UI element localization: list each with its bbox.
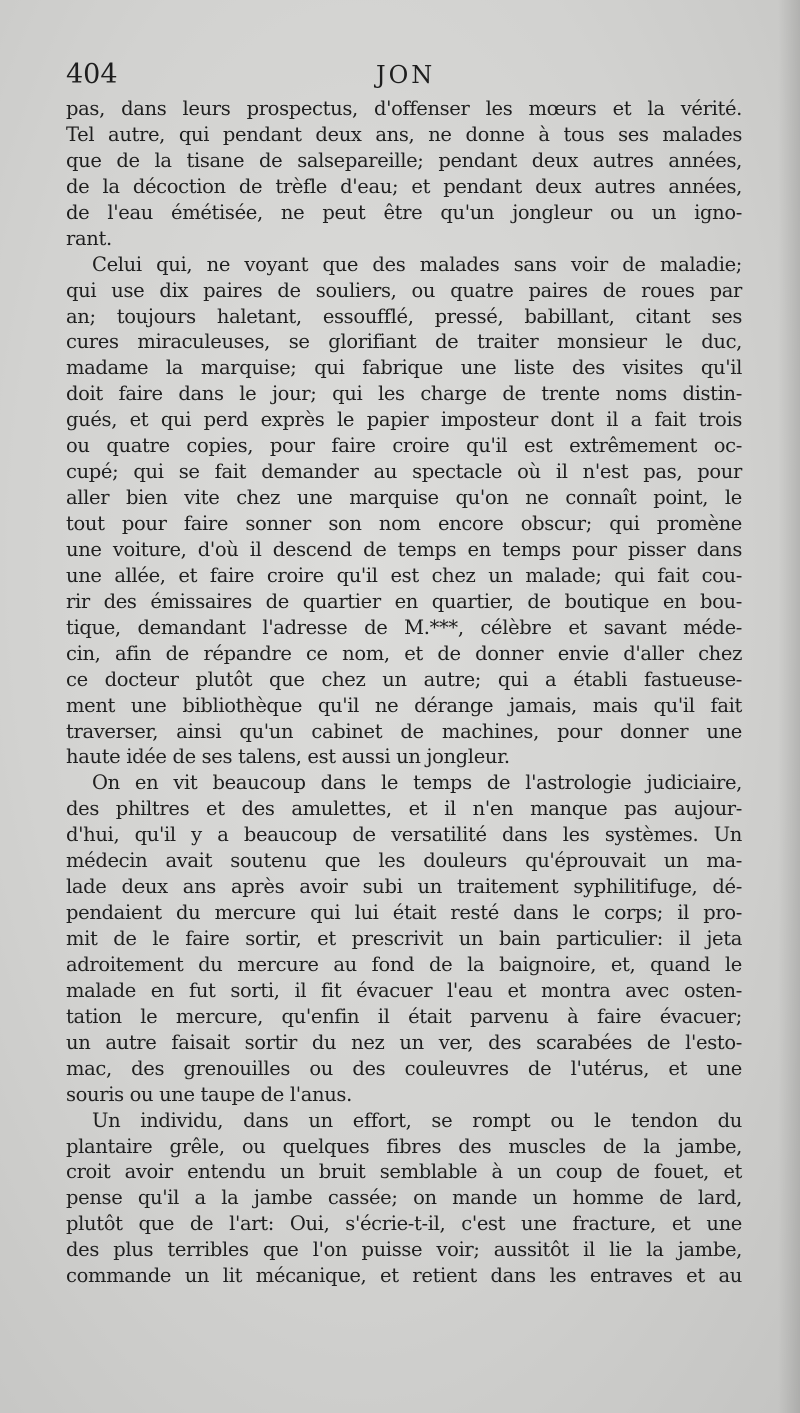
text-line: croit avoir entendu un bruit semblable à un coup de fouet, et bbox=[66, 1160, 742, 1184]
text-line: cures miraculeuses, se glorifiant de traiter monsieur le duc, bbox=[66, 330, 742, 354]
text-line: Celui qui, ne voyant que des malades sans voir de maladie; bbox=[92, 252, 742, 276]
text-line: doit faire dans le jour; qui les charge de trente noms distin- bbox=[66, 382, 742, 406]
text-line: tique, demandant l'adresse de M.***, célèbre et savant méde- bbox=[66, 615, 742, 639]
text-line: cin, afin de répandre ce nom, et de donner envie d'aller chez bbox=[66, 641, 742, 665]
text-line: haute idée de ses talens, est aussi un jongleur. bbox=[66, 745, 510, 769]
text-line: des plus terribles que l'on puisse voir; aussitôt il lie la jambe, bbox=[66, 1238, 742, 1262]
text-line: tout pour faire sonner son nom encore obscur; qui promène bbox=[66, 512, 742, 535]
page-number: 404 bbox=[66, 59, 118, 90]
text-line: une allée, et faire croire qu'il est chez un malade; qui fait cou- bbox=[66, 563, 742, 587]
text-line: Un individu, dans un effort, se rompt ou le tendon du bbox=[92, 1108, 742, 1132]
gutter-shadow bbox=[778, 0, 800, 1413]
text-line: d'hui, qu'il y a beaucoup de versatilité dans les systèmes. Un bbox=[66, 823, 742, 847]
text-line: Tel autre, qui pendant deux ans, ne donne à tous ses malades bbox=[66, 122, 742, 146]
text-line: ce docteur plutôt que chez un autre; qui a établi fastueuse- bbox=[66, 667, 742, 691]
running-head: JON bbox=[376, 61, 436, 89]
text-line: mit de le faire sortir, et prescrivit un bain particulier: il jeta bbox=[66, 927, 742, 950]
text-line: pense qu'il a la jambe cassée; on mande un homme de lard, bbox=[66, 1186, 742, 1210]
text-line: un autre faisait sortir du nez un ver, des scarabées de l'esto- bbox=[66, 1030, 742, 1054]
text-line: tation le mercure, qu'enfin il était parvenu à faire évacuer; bbox=[66, 1004, 742, 1028]
text-line: pas, dans leurs prospectus, d'offenser les mœurs et la vérité. bbox=[66, 97, 742, 120]
text-line: rant. bbox=[66, 226, 112, 250]
page-header bbox=[66, 58, 756, 92]
text-line: cupé; qui se fait demander au spectacle où il n'est pas, pour bbox=[66, 460, 742, 484]
text-line: une voiture, d'où il descend de temps en temps pour pisser dans bbox=[66, 537, 742, 561]
text-line: de la décoction de trèfle d'eau; et pendant deux autres années, bbox=[66, 174, 742, 198]
text-line: madame la marquise; qui fabrique une liste des visites qu'il bbox=[66, 356, 742, 380]
text-line: souris ou une taupe de l'anus. bbox=[66, 1082, 352, 1106]
text-line: médecin avait soutenu que les douleurs qu'éprouvait un ma- bbox=[66, 849, 742, 873]
text-line: que de la tisane de salsepareille; pendant deux autres années, bbox=[66, 148, 742, 172]
text-line: ou quatre copies, pour faire croire qu'il est extrêmement oc- bbox=[66, 434, 742, 458]
text-line: plutôt que de l'art: Oui, s'écrie-t-il, c'est une fracture, et une bbox=[66, 1212, 742, 1236]
text-line: qui use dix paires de souliers, ou quatre paires de roues par bbox=[66, 278, 742, 302]
text-line: mac, des grenouilles ou des couleuvres de l'utérus, et une bbox=[66, 1056, 742, 1080]
text-line: rir des émissaires de quartier en quartier, de boutique en bou- bbox=[66, 589, 742, 613]
text-line: gués, et qui perd exprès le papier imposteur dont il a fait trois bbox=[66, 408, 742, 432]
text-line: On en vit beaucoup dans le temps de l'astrologie judiciaire, bbox=[92, 771, 742, 795]
text-line: adroitement du mercure au fond de la baignoire, et, quand le bbox=[66, 952, 742, 976]
text-line: an; toujours haletant, essoufflé, pressé, babillant, citant ses bbox=[66, 304, 742, 328]
text-line: plantaire grêle, ou quelques fibres des muscles de la jambe, bbox=[66, 1134, 742, 1158]
text-line: traverser, ainsi qu'un cabinet de machines, pour donner une bbox=[66, 719, 742, 743]
text-line: malade en fut sorti, il fit évacuer l'eau et montra avec osten- bbox=[66, 978, 742, 1002]
text-line: commande un lit mécanique, et retient dans les entraves et au bbox=[66, 1264, 742, 1288]
text-line: ment une bibliothèque qu'il ne dérange jamais, mais qu'il fait bbox=[66, 693, 742, 717]
text-line: des philtres et des amulettes, et il n'en manque pas aujour- bbox=[66, 797, 742, 821]
text-line: aller bien vite chez une marquise qu'on ne connaît point, le bbox=[66, 486, 742, 510]
text-line: lade deux ans après avoir subi un traitement syphilitifuge, dé- bbox=[66, 875, 742, 899]
text-line: pendaient du mercure qui lui était resté dans le corps; il pro- bbox=[66, 901, 742, 925]
body-text bbox=[66, 96, 742, 1289]
text-line: de l'eau émétisée, ne peut être qu'un jongleur ou un igno- bbox=[66, 200, 742, 224]
